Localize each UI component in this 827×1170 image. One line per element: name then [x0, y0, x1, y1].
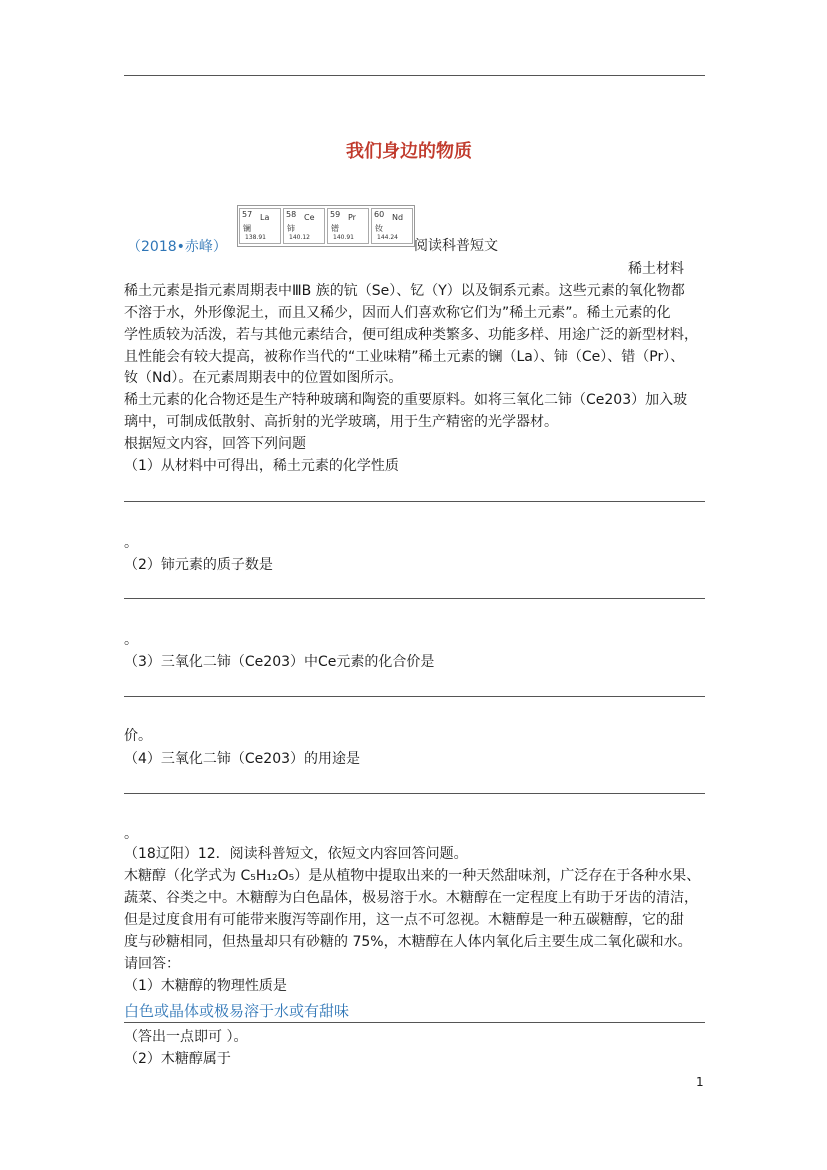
header-rule	[124, 75, 705, 76]
element-cell-la	[239, 208, 281, 244]
element-name: 铈	[287, 224, 295, 233]
subquestion-1-end: 。	[124, 535, 138, 551]
element-mass: 144.24	[377, 234, 398, 241]
element-cell-nd	[371, 208, 413, 244]
paragraph-line: 稀土元素的化合物还是生产特种玻璃和陶瓷的重要原料。如将三氧化二铈（Ce203）加入玻	[124, 392, 688, 408]
section-heading: 稀土材料	[628, 261, 684, 277]
element-number: 59	[330, 210, 341, 219]
answer-line-4[interactable]	[124, 793, 705, 794]
element-cell-ce	[283, 208, 325, 244]
q2-subquestion-2: （2）木糖醇属于	[124, 1051, 231, 1067]
subquestion-1: （1）从材料中可得出，稀土元素的化学性质	[124, 458, 399, 474]
q2-answer-note: （答出一点即可 ）。	[124, 1029, 248, 1045]
subquestion-4: （4）三氧化二铈（Ce203）的用途是	[124, 751, 361, 767]
subquestion-2-end: 。	[124, 632, 138, 648]
element-name: 钕	[375, 224, 383, 233]
subquestion-3: （3）三氧化二铈（Ce203）中Ce元素的化合价是	[124, 654, 435, 670]
element-name: 镨	[331, 224, 339, 233]
element-symbol: Ce	[304, 213, 315, 222]
paragraph-line: 根据短文内容，回答下列问题	[124, 436, 306, 452]
subquestion-2: （2）铈元素的质子数是	[124, 557, 273, 573]
answer-line-3[interactable]	[124, 696, 705, 697]
element-number: 57	[242, 210, 253, 219]
element-number: 60	[374, 210, 385, 219]
answer-line-2[interactable]	[124, 598, 705, 599]
paragraph-line: 学性质较为活泼，若与其他元素结合，便可组成种类繁多、功能多样、用途广泛的新型材料，	[124, 327, 698, 343]
element-number: 58	[286, 210, 297, 219]
paragraph-line: 但是过度食用有可能带来腹泻等副作用，这一点不可忽视。木糖醇是一种五碳糖醇，它的甜	[124, 912, 684, 928]
element-mass: 140.12	[289, 234, 310, 241]
question-source: （2018•赤峰）	[127, 239, 227, 255]
page-number: 1	[696, 1075, 704, 1089]
element-name: 镧	[243, 224, 251, 233]
paragraph-line: 不溶于水，外形像泥土，而且又稀少，因而人们喜欢称它们为”稀土元素”。稀土元素的化	[124, 305, 671, 321]
paragraph-line: 璃中，可制成低散射、高折射的光学玻璃，用于生产精密的光学器材。	[124, 414, 558, 430]
periodic-table-image	[237, 205, 415, 247]
q2-answer-1: 白色或晶体或极易溶于水或有甜味	[124, 1002, 350, 1020]
document-title: 我们身边的物质	[346, 141, 472, 162]
intro-text: 阅读科普短文	[414, 238, 498, 254]
paragraph-line: 且性能会有较大提高，被称作当代的“工业味精”稀土元素的镧（La）、铈（Ce）、错（Pr）、	[124, 349, 685, 365]
paragraph-line: 钕（Nd）。在元素周期表中的位置如图所示。	[124, 370, 403, 386]
element-symbol: La	[260, 213, 270, 222]
answer-line-1[interactable]	[124, 501, 705, 502]
element-mass: 140.91	[333, 234, 354, 241]
paragraph-line: 度与砂糖相同，但热量却只有砂糖的 75%，木糖醇在人体内氧化后主要生成二氧化碳和水。	[124, 934, 692, 950]
paragraph-line: 蔬菜、谷类之中。木糖醇为白色晶体，极易溶于水。木糖醇在一定程度上有助于牙齿的清洁，	[124, 890, 698, 906]
subquestion-4-end: 。	[124, 826, 138, 842]
element-cell-pr	[327, 208, 369, 244]
q2-subquestion-1: （1）木糖醇的物理性质是	[124, 978, 287, 994]
element-symbol: Nd	[392, 213, 404, 222]
q2-answer-line-1[interactable]	[124, 1022, 705, 1023]
paragraph-line: 请回答：	[124, 956, 180, 972]
element-symbol: Pr	[348, 213, 356, 222]
element-mass: 138.91	[245, 234, 266, 241]
question-2-header: （18辽阳）12．阅读科普短文，依短文内容回答问题。	[124, 846, 468, 862]
paragraph-line: 稀土元素是指元素周期表中ⅢB 族的钪（Se）、钇（Y）以及铜系元素。这些元素的氧化物都	[124, 283, 685, 299]
subquestion-3-end: 价。	[124, 728, 152, 744]
paragraph-line: 木糖醇（化学式为 C₅H₁₂O₅）是从植物中提取出来的一种天然甜味剂，广泛存在于各种水果、	[124, 868, 701, 884]
